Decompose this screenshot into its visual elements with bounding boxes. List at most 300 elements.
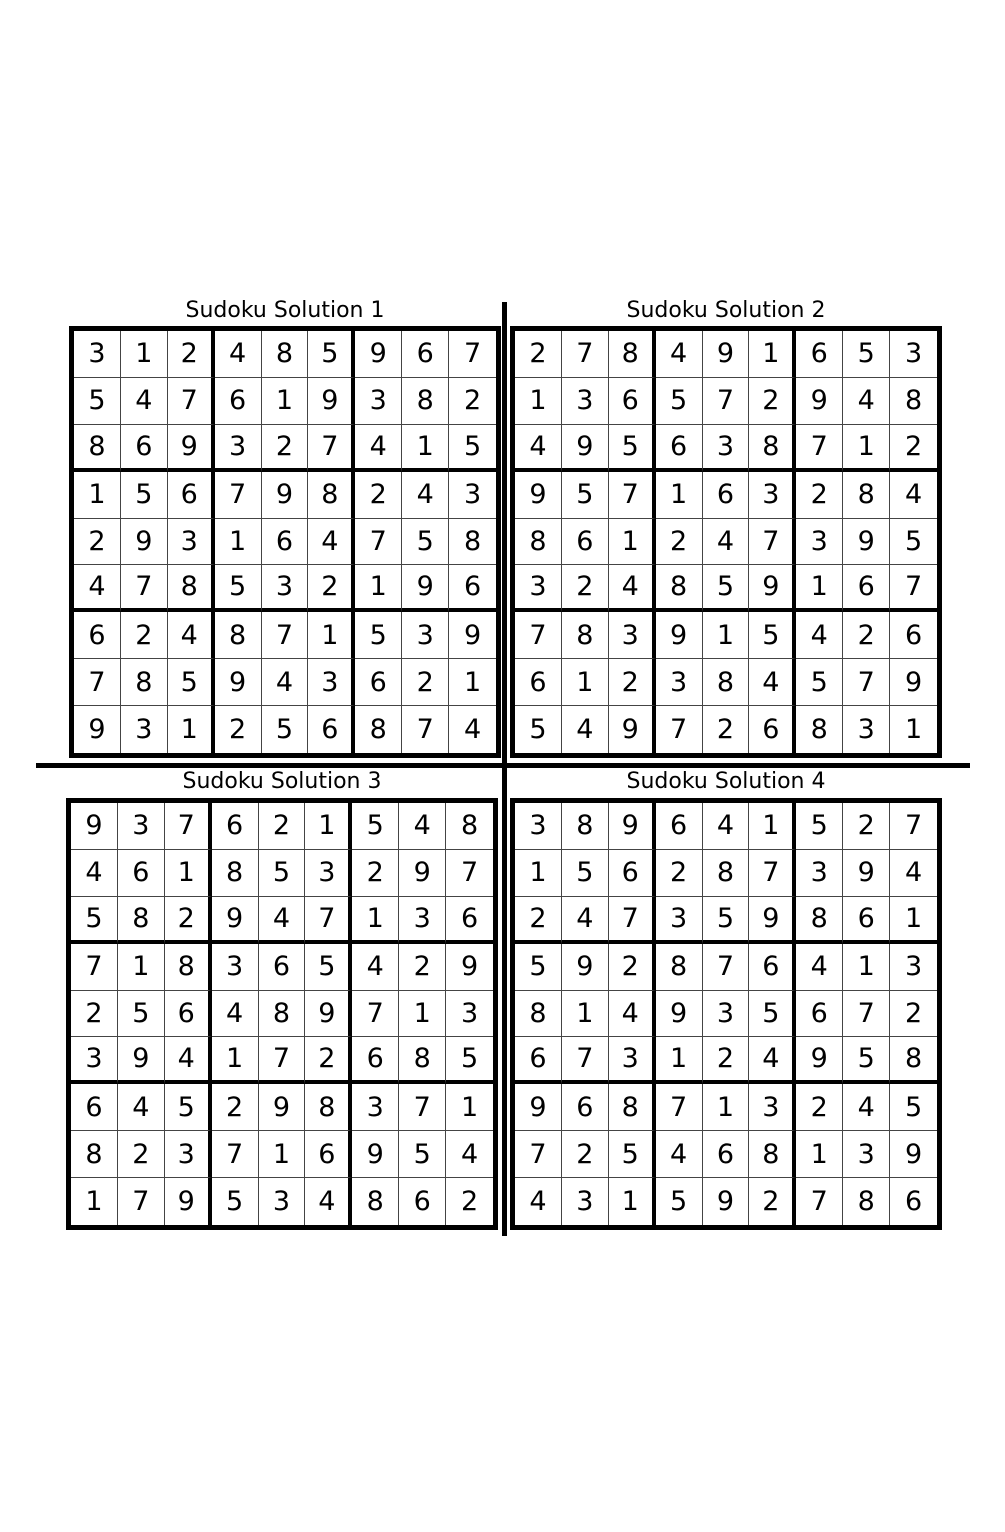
sudoku-cell: 5: [656, 1178, 703, 1225]
sudoku-cell: 2: [168, 331, 215, 378]
sudoku-cell: 8: [118, 897, 165, 944]
sudoku-cell: 9: [212, 897, 259, 944]
sudoku-board-3: [66, 798, 498, 1230]
sudoku-cell: 2: [308, 565, 355, 612]
sudoku-cell: 8: [843, 1178, 890, 1225]
sudoku-cell: 8: [749, 425, 796, 472]
sudoku-cell: 1: [118, 944, 165, 991]
sudoku-cell: 6: [262, 519, 309, 566]
sudoku-cell: 9: [890, 1131, 937, 1178]
sudoku-cell: 1: [352, 897, 399, 944]
sudoku-cell: 2: [74, 519, 121, 566]
sudoku-cell: 5: [74, 378, 121, 425]
sudoku-cell: 1: [74, 472, 121, 519]
sudoku-cell: 6: [305, 1131, 352, 1178]
sudoku-cell: 6: [118, 850, 165, 897]
sudoku-cell: 5: [305, 944, 352, 991]
sudoku-cell: 5: [118, 991, 165, 1038]
sudoku-cell: 3: [399, 897, 446, 944]
sudoku-cell: 8: [212, 850, 259, 897]
sudoku-cell: 1: [308, 612, 355, 659]
sudoku-cell: 7: [308, 425, 355, 472]
horizontal-divider: [36, 763, 970, 768]
sudoku-cell: 6: [399, 1178, 446, 1225]
sudoku-cell: 8: [168, 565, 215, 612]
sudoku-cell: 7: [165, 803, 212, 850]
sudoku-cell: 4: [399, 803, 446, 850]
sudoku-cell: 3: [355, 378, 402, 425]
sudoku-cell: 7: [843, 659, 890, 706]
sudoku-cell: 9: [656, 612, 703, 659]
sudoku-cell: 3: [74, 331, 121, 378]
sudoku-cell: 8: [890, 378, 937, 425]
sudoku-cell: 6: [355, 659, 402, 706]
sudoku-cell: 6: [656, 803, 703, 850]
sudoku-cell: 7: [796, 1178, 843, 1225]
sudoku-cell: 2: [609, 944, 656, 991]
sudoku-cell: 2: [121, 612, 168, 659]
sudoku-cell: 5: [71, 897, 118, 944]
sudoku-cell: 4: [703, 519, 750, 566]
sudoku-cell: 1: [305, 803, 352, 850]
sudoku-cell: 2: [703, 706, 750, 753]
sudoku-cell: 4: [168, 612, 215, 659]
sudoku-cell: 5: [703, 897, 750, 944]
sudoku-cell: 5: [656, 378, 703, 425]
sudoku-cell: 4: [796, 944, 843, 991]
sudoku-cell: 6: [904, 1186, 923, 1218]
sudoku-cell: 2: [515, 897, 562, 944]
sudoku-cell: 3: [449, 472, 496, 519]
sudoku-cell: 1: [890, 897, 937, 944]
sudoku-cell: 6: [449, 565, 496, 612]
sudoku-cell: 8: [890, 1037, 937, 1084]
sudoku-cell: 9: [259, 1084, 306, 1131]
sudoku-cell: 2: [562, 1131, 609, 1178]
sudoku-cell: 2: [703, 1037, 750, 1084]
sudoku-cell: 3: [515, 565, 562, 612]
sudoku-cell: 5: [515, 706, 562, 753]
sudoku-cell: 5: [262, 706, 309, 753]
sudoku-cell: 1: [121, 331, 168, 378]
sudoku-cell: 6: [168, 472, 215, 519]
sudoku-cell: 3: [749, 472, 796, 519]
sudoku-cell: 6: [212, 803, 259, 850]
sudoku-cell: 5: [562, 472, 609, 519]
sudoku-cell: 8: [352, 1178, 399, 1225]
sudoku-cell: 8: [449, 519, 496, 566]
sudoku-cell: 1: [609, 519, 656, 566]
sudoku-cell: 2: [656, 850, 703, 897]
sudoku-cell: 3: [352, 1084, 399, 1131]
sudoku-cell: 4: [215, 331, 262, 378]
sudoku-cell: 9: [562, 425, 609, 472]
sudoku-cell: 3: [749, 1084, 796, 1131]
sudoku-cell: 2: [71, 991, 118, 1038]
puzzle-2-title: Sudoku Solution 2: [626, 298, 826, 323]
sudoku-cell: 1: [843, 425, 890, 472]
puzzle-1-title: Sudoku Solution 1: [185, 298, 385, 323]
sudoku-cell: 5: [749, 991, 796, 1038]
sudoku-cell: 8: [796, 706, 843, 753]
sudoku-cell: 4: [656, 331, 703, 378]
sudoku-cell: 3: [402, 612, 449, 659]
sudoku-cell: 3: [259, 1178, 306, 1225]
sudoku-cell: 4: [656, 1131, 703, 1178]
sudoku-cell: 9: [449, 612, 496, 659]
sudoku-cell: 8: [703, 659, 750, 706]
sudoku-cell: 5: [402, 519, 449, 566]
sudoku-cell: 4: [118, 1084, 165, 1131]
sudoku-cell: 9: [796, 1037, 843, 1084]
sudoku-cell: 9: [446, 944, 493, 991]
sudoku-cell: 6: [703, 1131, 750, 1178]
sudoku-cell: 7: [515, 612, 562, 659]
sudoku-cell: 7: [399, 1084, 446, 1131]
sudoku-cell: 4: [562, 706, 609, 753]
sudoku-cell: 3: [609, 612, 656, 659]
sudoku-cell: 3: [796, 850, 843, 897]
sudoku-cell: 7: [609, 897, 656, 944]
sudoku-cell: 4: [609, 991, 656, 1038]
sudoku-cell: 9: [703, 331, 750, 378]
sudoku-board-1: [69, 326, 501, 758]
puzzle-3-title: Sudoku Solution 3: [182, 769, 382, 794]
sudoku-cell: 7: [656, 706, 703, 753]
sudoku-board-4: [510, 798, 942, 1230]
sudoku-cell: 4: [308, 519, 355, 566]
sudoku-cell: 7: [749, 850, 796, 897]
sudoku-cell: 9: [215, 659, 262, 706]
sudoku-cell: 9: [796, 378, 843, 425]
sudoku-cell: 1: [355, 565, 402, 612]
sudoku-cell: 6: [890, 612, 937, 659]
sudoku-cell: 8: [74, 425, 121, 472]
sudoku-cell: 1: [168, 706, 215, 753]
sudoku-cell: 4: [890, 850, 937, 897]
sudoku-cell: 5: [609, 425, 656, 472]
sudoku-cell: 8: [609, 331, 656, 378]
sudoku-cell: 3: [118, 803, 165, 850]
sudoku-cell: 3: [515, 803, 562, 850]
sudoku-cell: 1: [703, 1084, 750, 1131]
sudoku-cell: 3: [890, 331, 937, 378]
sudoku-cell: 4: [515, 425, 562, 472]
sudoku-cell: 3: [71, 1037, 118, 1084]
sudoku-cell: 5: [352, 803, 399, 850]
sudoku-cell: 2: [843, 612, 890, 659]
sudoku-cell: 3: [562, 1178, 609, 1225]
sudoku-cell: 6: [515, 1037, 562, 1084]
sudoku-cell: 4: [446, 1131, 493, 1178]
sudoku-cell: 9: [609, 803, 656, 850]
sudoku-cell: 5: [796, 803, 843, 850]
sudoku-cell: 4: [609, 565, 656, 612]
sudoku-cell: 4: [71, 850, 118, 897]
sudoku-cell: 1: [656, 472, 703, 519]
sudoku-cell: 8: [796, 897, 843, 944]
sudoku-cell: 4: [259, 897, 306, 944]
sudoku-cell: 4: [74, 565, 121, 612]
sudoku-cell: 5: [609, 1131, 656, 1178]
sudoku-cell: 2: [656, 519, 703, 566]
sudoku-cell: 9: [515, 472, 562, 519]
sudoku-cell: 5: [399, 1131, 446, 1178]
sudoku-cell: 3: [165, 1131, 212, 1178]
sudoku-cell: 3: [121, 706, 168, 753]
vertical-divider: [502, 302, 507, 1236]
sudoku-cell: 1: [703, 612, 750, 659]
sudoku-cell: 1: [215, 519, 262, 566]
sudoku-cell: 1: [446, 1084, 493, 1131]
sudoku-cell: 9: [355, 331, 402, 378]
sudoku-cell: 2: [355, 472, 402, 519]
sudoku-cell: 8: [262, 331, 309, 378]
sudoku-cell: 5: [165, 1084, 212, 1131]
sudoku-cell: 7: [402, 706, 449, 753]
sudoku-cell: 2: [212, 1084, 259, 1131]
sudoku-cell: 8: [215, 612, 262, 659]
sudoku-cell: 7: [562, 331, 609, 378]
sudoku-cell: 5: [562, 850, 609, 897]
sudoku-cell: 8: [562, 612, 609, 659]
sudoku-cell: 8: [399, 1037, 446, 1084]
sudoku-cell: 6: [796, 991, 843, 1038]
sudoku-cell: 3: [609, 1037, 656, 1084]
sudoku-cell: 9: [118, 1037, 165, 1084]
sudoku-cell: 3: [215, 425, 262, 472]
sudoku-board-2: [510, 326, 942, 758]
sudoku-cell: 7: [703, 944, 750, 991]
sudoku-cell: 8: [703, 850, 750, 897]
sudoku-cell: 8: [656, 565, 703, 612]
sudoku-cell: 8: [515, 991, 562, 1038]
sudoku-cell: 2: [796, 472, 843, 519]
sudoku-cell: 1: [749, 331, 796, 378]
sudoku-cell: 3: [308, 659, 355, 706]
sudoku-cell: 8: [121, 659, 168, 706]
sudoku-cell: 1: [212, 1037, 259, 1084]
sudoku-cell: 6: [446, 897, 493, 944]
sudoku-cell: 5: [890, 519, 937, 566]
sudoku-cell: 8: [308, 472, 355, 519]
sudoku-cell: 2: [449, 378, 496, 425]
sudoku-cell: 2: [259, 803, 306, 850]
sudoku-cell: 9: [843, 850, 890, 897]
sudoku-cell: 7: [74, 659, 121, 706]
sudoku-cell: 1: [609, 1178, 656, 1225]
sudoku-cell: 7: [262, 612, 309, 659]
sudoku-cell: 4: [749, 1037, 796, 1084]
sudoku-cell: 5: [749, 612, 796, 659]
sudoku-cell: 6: [165, 991, 212, 1038]
sudoku-cell: 7: [703, 378, 750, 425]
sudoku-cell: 3: [703, 991, 750, 1038]
sudoku-cell: 1: [515, 850, 562, 897]
sudoku-cell: 1: [515, 378, 562, 425]
sudoku-cell: 5: [796, 659, 843, 706]
sudoku-cell: 6: [71, 1084, 118, 1131]
sudoku-cell: 2: [262, 425, 309, 472]
sudoku-cell: 5: [890, 1084, 937, 1131]
sudoku-cell: 4: [843, 378, 890, 425]
sudoku-cell: 1: [262, 378, 309, 425]
sudoku-cell: 5: [446, 1037, 493, 1084]
sudoku-cell: 3: [562, 378, 609, 425]
sudoku-cell: 7: [515, 1131, 562, 1178]
sudoku-cell: 9: [890, 659, 937, 706]
sudoku-cell: 1: [71, 1178, 118, 1225]
sudoku-cell: 7: [121, 565, 168, 612]
sudoku-cell: 8: [259, 991, 306, 1038]
sudoku-cell: 6: [749, 706, 796, 753]
sudoku-cell: 1: [165, 850, 212, 897]
sudoku-cell: 8: [165, 944, 212, 991]
sudoku-cell: 3: [703, 425, 750, 472]
sudoku-cell: 2: [890, 425, 937, 472]
sudoku-cell: 6: [74, 612, 121, 659]
sudoku-cell: 7: [609, 472, 656, 519]
sudoku-cell: 2: [402, 659, 449, 706]
sudoku-cell: 8: [562, 803, 609, 850]
sudoku-cell: 4: [796, 612, 843, 659]
sudoku-cell: 8: [71, 1131, 118, 1178]
sudoku-cell: 6: [308, 706, 355, 753]
sudoku-cell: 8: [355, 706, 402, 753]
sudoku-cell: 7: [796, 425, 843, 472]
sudoku-cell: 7: [118, 1178, 165, 1225]
sudoku-cell: 8: [609, 1084, 656, 1131]
sudoku-cell: 8: [749, 1131, 796, 1178]
sudoku-cell: 9: [352, 1131, 399, 1178]
sudoku-cell: 2: [562, 565, 609, 612]
sudoku-cell: 6: [515, 659, 562, 706]
sudoku-cell: 4: [515, 1178, 562, 1225]
sudoku-cell: 2: [460, 1186, 479, 1218]
sudoku-cell: 1: [749, 803, 796, 850]
sudoku-cell: 7: [890, 565, 937, 612]
sudoku-cell: 8: [843, 472, 890, 519]
sudoku-cell: 2: [515, 331, 562, 378]
sudoku-cell: 2: [749, 1178, 796, 1225]
sudoku-cell: 9: [399, 850, 446, 897]
sudoku-cell: 1: [562, 991, 609, 1038]
sudoku-cell: 1: [402, 425, 449, 472]
sudoku-cell: 5: [215, 565, 262, 612]
sudoku-cell: 2: [305, 1037, 352, 1084]
sudoku-cell: 7: [749, 519, 796, 566]
sudoku-cell: 7: [446, 850, 493, 897]
sudoku-cell: 6: [609, 850, 656, 897]
sudoku-cell: 2: [749, 378, 796, 425]
sudoku-cell: 5: [259, 850, 306, 897]
sudoku-cell: 9: [562, 944, 609, 991]
sudoku-cell: 1: [796, 1131, 843, 1178]
sudoku-cell: 3: [890, 944, 937, 991]
sudoku-cell: 2: [796, 1084, 843, 1131]
sudoku-cell: 7: [449, 331, 496, 378]
sudoku-cell: 2: [609, 659, 656, 706]
sudoku-cell: 9: [165, 1178, 212, 1225]
sudoku-cell: 1: [904, 714, 923, 746]
sudoku-cell: 4: [212, 991, 259, 1038]
sudoku-cell: 4: [843, 1084, 890, 1131]
sudoku-cell: 9: [515, 1084, 562, 1131]
sudoku-cell: 9: [121, 519, 168, 566]
sudoku-cell: 9: [749, 565, 796, 612]
sudoku-cell: 9: [168, 425, 215, 472]
sudoku-cell: 4: [890, 472, 937, 519]
sudoku-cell: 5: [355, 612, 402, 659]
sudoku-cell: 5: [449, 425, 496, 472]
sudoku-cell: 4: [355, 425, 402, 472]
sudoku-cell: 5: [308, 331, 355, 378]
sudoku-cell: 1: [843, 944, 890, 991]
sudoku-cell: 5: [843, 331, 890, 378]
sudoku-cell: 1: [259, 1131, 306, 1178]
sudoku-cell: 4: [703, 803, 750, 850]
sudoku-cell: 2: [165, 897, 212, 944]
sudoku-cell: 6: [796, 331, 843, 378]
sudoku-cell: 8: [656, 944, 703, 991]
sudoku-cell: 2: [890, 991, 937, 1038]
sudoku-cell: 7: [843, 991, 890, 1038]
sudoku-cell: 4: [305, 1178, 352, 1225]
sudoku-cell: 6: [352, 1037, 399, 1084]
sudoku-cell: 6: [843, 897, 890, 944]
sudoku-cell: 5: [121, 472, 168, 519]
sudoku-cell: 6: [656, 425, 703, 472]
sudoku-cell: 9: [402, 565, 449, 612]
sudoku-cell: 6: [402, 331, 449, 378]
sudoku-cell: 9: [609, 706, 656, 753]
sudoku-cell: 3: [843, 1131, 890, 1178]
sudoku-cell: 7: [305, 897, 352, 944]
sudoku-cell: 9: [843, 519, 890, 566]
sudoku-cell: 3: [446, 991, 493, 1038]
sudoku-cell: 6: [562, 519, 609, 566]
sudoku-cell: 5: [168, 659, 215, 706]
sudoku-cell: 4: [165, 1037, 212, 1084]
sudoku-cell: 7: [168, 378, 215, 425]
sudoku-cell: 3: [212, 944, 259, 991]
sudoku-cell: 6: [843, 565, 890, 612]
sudoku-cell: 2: [399, 944, 446, 991]
sudoku-cell: 2: [352, 850, 399, 897]
sudoku-cell: 3: [168, 519, 215, 566]
sudoku-cell: 4: [463, 714, 482, 746]
sudoku-cell: 4: [262, 659, 309, 706]
sudoku-cell: 9: [262, 472, 309, 519]
sudoku-cell: 4: [749, 659, 796, 706]
sudoku-cell: 9: [71, 803, 118, 850]
sudoku-cell: 7: [562, 1037, 609, 1084]
sudoku-cell: 3: [796, 519, 843, 566]
sudoku-cell: 9: [656, 991, 703, 1038]
sudoku-cell: 8: [402, 378, 449, 425]
sudoku-cell: 9: [749, 897, 796, 944]
sudoku-cell: 2: [215, 706, 262, 753]
sudoku-cell: 6: [609, 378, 656, 425]
sudoku-cell: 5: [515, 944, 562, 991]
sudoku-cell: 7: [259, 1037, 306, 1084]
sudoku-cell: 7: [71, 944, 118, 991]
sudoku-cell: 4: [402, 472, 449, 519]
sudoku-cell: 7: [656, 1084, 703, 1131]
sudoku-cell: 4: [352, 944, 399, 991]
sudoku-cell: 6: [703, 472, 750, 519]
sudoku-cell: 3: [843, 706, 890, 753]
